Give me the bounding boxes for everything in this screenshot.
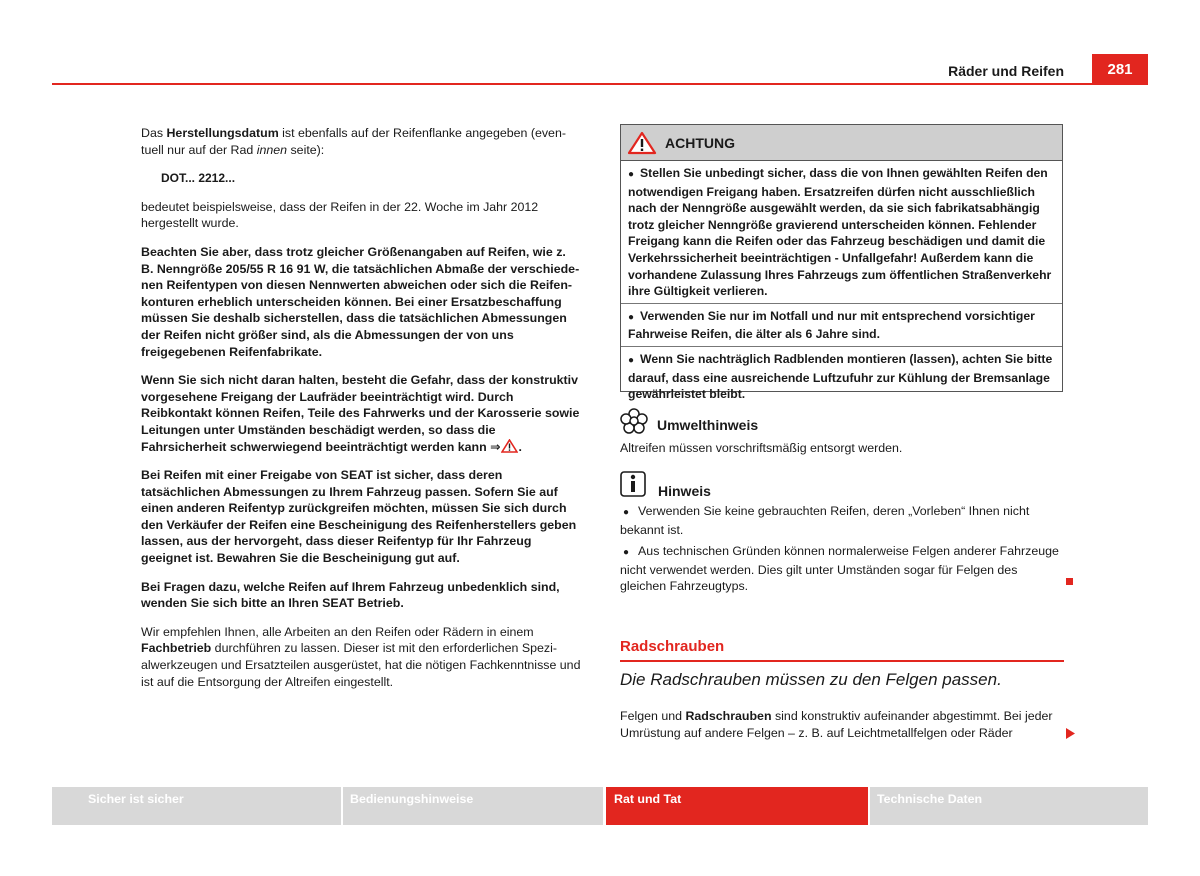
- hint-item: [620, 503, 1065, 538]
- hint-note-title: Hinweis: [658, 483, 711, 499]
- continue-arrow-icon[interactable]: [1066, 728, 1075, 739]
- warning-box: [620, 124, 1063, 402]
- warning-triangle-icon[interactable]: [501, 439, 518, 453]
- paragraph-questions: Bei Fragen dazu, welche Reifen auf Ihrem Fahrzeug unbedenklich sind, wenden Sie sich bitte an Ihren SEAT Betrieb.: [141, 579, 560, 611]
- warning-item-text: Verwenden Sie nur im Notfall und nur mit entsprechend vorsichtiger Fahrweise Reifen, die älter als 6 Jahre sind.: [628, 308, 1035, 342]
- environment-note-text: Altreifen müssen vorschriftsmäßig entsorgt werden.: [620, 441, 903, 455]
- text-bold: Herstellungsdatum: [166, 126, 279, 140]
- section-end-marker: [1066, 578, 1073, 585]
- hint-list: [620, 503, 1065, 595]
- text: tuell nur auf der Rad: [141, 142, 257, 157]
- text: sind konstruktiv aufeinander abgestimmt. Bei jeder Umrüstung auf andere Felgen – z. B. auf Leichtmetallfelgen oder Räder: [620, 709, 1053, 740]
- paragraph-dot-explanation: bedeutet beispielsweise, dass der Reifen in der 22. Woche im Jahr 2012 hergestellt wurde.: [141, 199, 539, 231]
- radschrauben-text: [620, 708, 1060, 741]
- environment-note-title: Umwelthinweis: [657, 417, 759, 433]
- dot-code-example: DOT... 2212...: [161, 171, 236, 186]
- hint-item-text: Verwenden Sie keine gebrauchten Reifen, deren „Vorleben“ Ihnen nicht bekannt ist.: [620, 504, 1030, 537]
- bullet-icon: ●: [628, 169, 635, 180]
- info-icon: [620, 471, 646, 497]
- warning-item-text: Stellen Sie unbedingt sicher, dass die von Ihnen gewählten Reifen den notwendigen Freigang haben. Ersatzreifen dürfen nicht ausschließlich nach der Nenngröße ausgewählt werden, da sie sich fabrikatsabhängig trotz gleicher Nenngröße gravierend unterscheiden können. Fehlender Freigang kann die Reifen oder das Fahrzeug beschädigen und damit die Verkehrssicherheit beeinträchtigen - Unfallgefahr! Außerdem kann die vorhandene Zulassung Ihres Fahrzeugs zum öffentlichen Straßenverkehr ihre Gültigkeit verlieren.: [628, 166, 1052, 299]
- text: Wenn Sie sich nicht daran halten, besteht die Gefahr, dass der konstruktiv vorgesehene Freigang der Laufräder beeinträchtigt wird. Durch Reibkontakt können Reifen, Teile des Fahrwerks und der Karosserie sowie Leitungen unter Umständen beschädigt werden, so dass die Fahrsicherheit schwerwiegend beeinträchtigt werden kann ⇒: [141, 373, 580, 454]
- text-italic: innen: [256, 142, 288, 157]
- left-column: [141, 125, 581, 690]
- warning-item: [621, 304, 1062, 347]
- header-rule: [52, 83, 1148, 85]
- warning-triangle-icon: [627, 131, 657, 155]
- text: ist ebenfalls auf der Reifenflanke angegeben (even-: [278, 126, 566, 140]
- warning-title: ACHTUNG: [665, 134, 735, 151]
- flower-icon: [620, 408, 648, 434]
- text: Felgen und: [620, 709, 686, 723]
- text: Das: [141, 126, 167, 140]
- text: Wir empfehlen Ihnen, alle Arbeiten an den Reifen oder Rädern in einem: [141, 624, 534, 639]
- paragraph-recommendation: [141, 624, 581, 690]
- paragraph-size-warning: Beachten Sie aber, dass trotz gleicher Größenangaben auf Reifen, wie z. B. Nenngröße 205/55 R 16 91 W, die tatsächlichen Abmaße der verschiedenen Reifentypen von diesen Nennwerten abweichen oder sich die Reifenkonturen erheblich unterscheiden können. Bei einer Ersatzbeschaffung müssen Sie deshalb sicherstellen, dass die tatsächlichen Abmessungen der Reifen nicht größer sind, als die Abmessungen der von uns freigegebenen Reifenfabrikate.: [141, 244, 580, 359]
- text-bold: Fachbetrieb: [141, 641, 212, 656]
- hint-item: [620, 543, 1065, 595]
- page-number: 281: [1092, 54, 1148, 85]
- paragraph-manufacture-date: [141, 125, 581, 158]
- warning-item-text: Wenn Sie nachträglich Radblenden montieren (lassen), achten Sie bitte darauf, dass eine ausreichende Luftzufuhr zur Kühlung der Bremsanlage gewährleistet bleibt.: [628, 351, 1053, 402]
- tab-sicher-ist-sicher[interactable]: Sicher ist sicher: [52, 787, 341, 825]
- hint-note-header: [620, 471, 711, 497]
- text: durchführen zu lassen. Dieser ist mit den erforderlichen Spezialwerkzeugen und Ersatzteilen ausgerüstet, hat die nötigen Fachkenntnisse und ist auf die Entsorgung der Altreifen eingestellt.: [141, 641, 581, 689]
- radschrauben-subtitle: Die Radschrauben müssen zu den Felgen passen.: [620, 670, 1002, 689]
- bullet-icon: ●: [628, 354, 635, 366]
- bullet-icon: ●: [628, 311, 635, 323]
- warning-header: [621, 125, 1062, 161]
- environment-note-header: [620, 408, 758, 434]
- radschrauben-heading: Radschrauben: [620, 638, 725, 655]
- section-title: Räder und Reifen: [948, 63, 1064, 79]
- tab-technische-daten[interactable]: Technische Daten: [870, 787, 1148, 825]
- text: seite):: [287, 142, 325, 157]
- text-bold: Radschrauben: [685, 709, 772, 723]
- radschrauben-rule: [620, 660, 1064, 662]
- warning-item: [621, 161, 1062, 304]
- tab-bedienungshinweise[interactable]: Bedienungshinweise: [343, 787, 603, 825]
- paragraph-clearance-risk: Wenn Sie sich nicht daran halten, besteht die Gefahr, dass der konstruktiv vorgesehene Freigang der Laufräder beeinträchtigt wird. Durch Reibkontakt können Reifen, Teile des Fahrwerks und der Karosserie sowie Leitungen unter Umständen beschädigt werden, so dass die Fahrsicherheit schwerwiegend beeinträchtigt werden kann ⇒ .: [141, 373, 580, 454]
- tab-rat-und-tat[interactable]: Rat und Tat: [606, 787, 868, 825]
- hint-item-text: Aus technischen Gründen können normalerweise Felgen anderer Fahrzeuge nicht verwendet werden. Dies gilt unter Umständen sogar für Felgen des gleichen Fahrzeugtyps.: [620, 544, 1059, 594]
- bullet-icon: ●: [623, 507, 630, 518]
- bullet-icon: ●: [623, 547, 630, 559]
- warning-item: [621, 347, 1062, 405]
- paragraph-seat-approval: Bei Reifen mit einer Freigabe von SEAT ist sicher, dass deren tatsächlichen Abmessungen zu Ihrem Fahrzeug passen. Sofern Sie auf einen anderen Reifentyp zurückgreifen möchten, müssen Sie sich durch den Verkäufer der Reifen eine Bescheinigung des Reifenherstellers geben lassen, aus der hervorgeht, dass dieser Reifentyp für Ihr Fahrzeug geeignet ist. Bewahren Sie die Bescheinigung gut auf.: [141, 468, 577, 566]
